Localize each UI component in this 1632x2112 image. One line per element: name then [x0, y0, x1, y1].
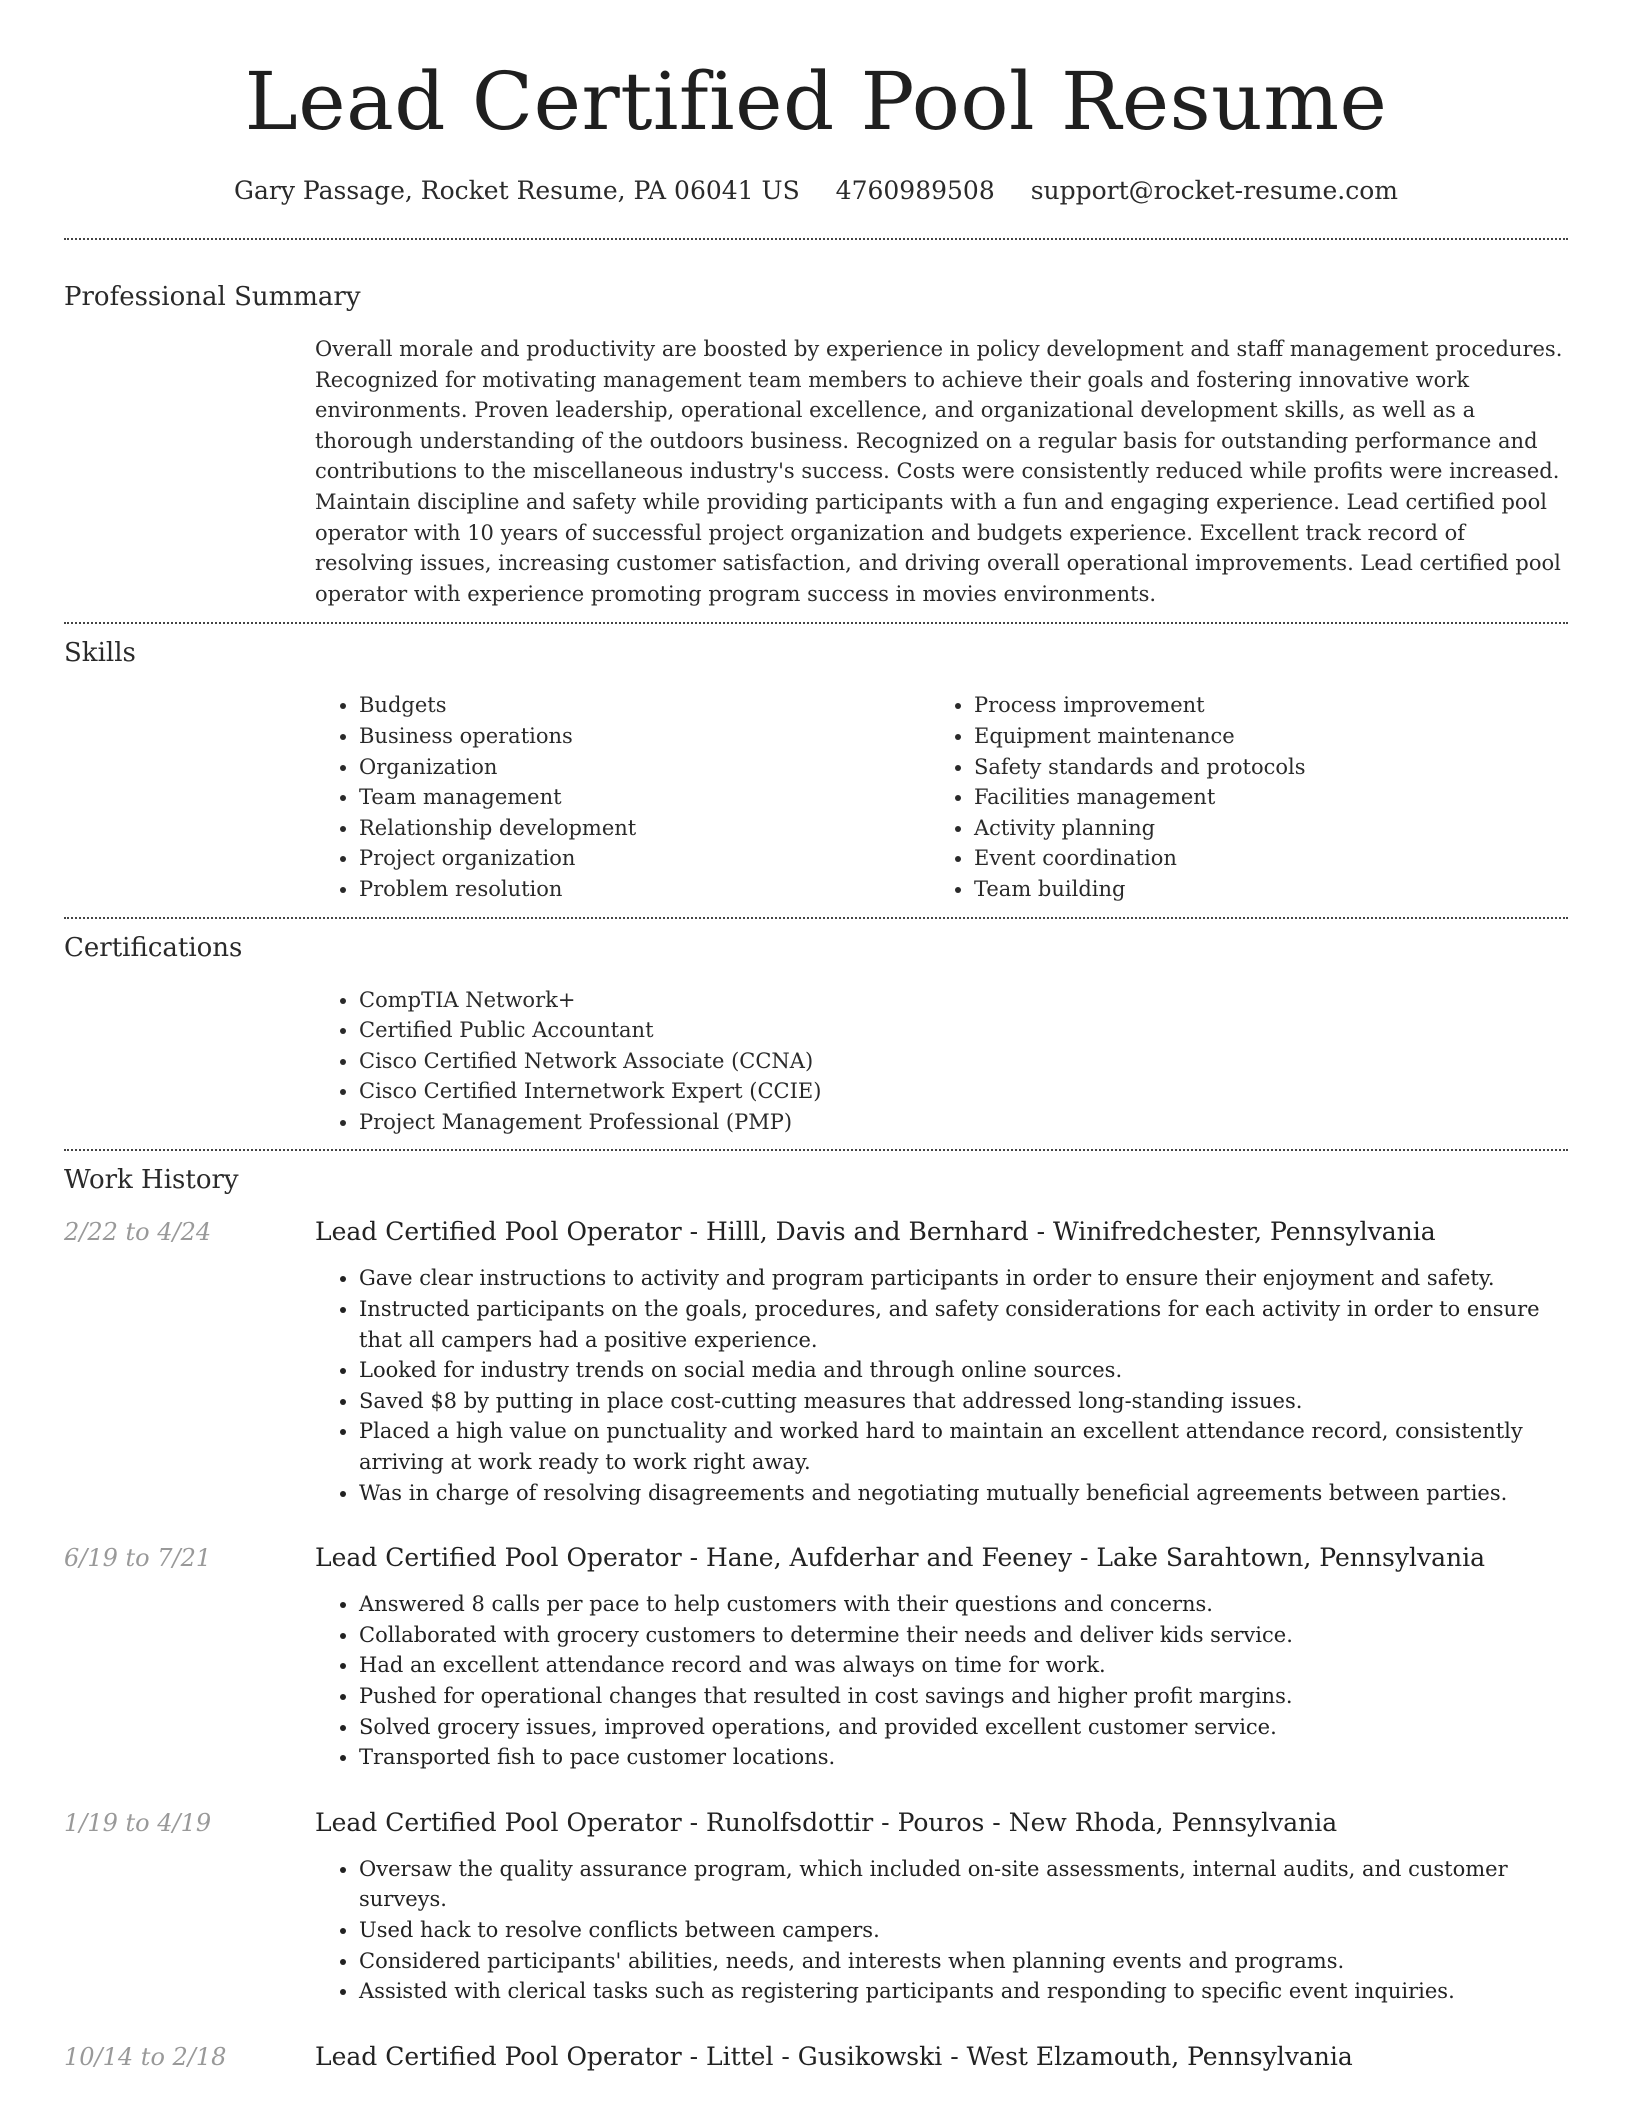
job-bullet: • Transported fish to pace customer locations.: [359, 1742, 1568, 1773]
contact-email: support@rocket-resume.com: [1030, 176, 1398, 205]
certification-item: • Project Management Professional (PMP): [359, 1107, 1568, 1138]
certifications-heading: Certifications: [64, 932, 243, 963]
job-entry: [64, 1541, 1568, 1773]
skills-section: [64, 624, 1568, 916]
resume-page: [64, 0, 1568, 2074]
contact-line: [64, 174, 1568, 208]
skill-item: • Facilities management: [974, 782, 1545, 813]
summary-heading: Professional Summary: [64, 282, 361, 312]
skill-item: • Project organization: [359, 843, 930, 874]
certification-item: • Cisco Certified Network Associate (CCNA): [359, 1046, 1568, 1077]
skill-item: • Process improvement: [974, 690, 1545, 721]
job-bullets: [315, 1589, 1568, 1773]
certification-item: • CompTIA Network+: [359, 985, 1568, 1016]
job-entry: [64, 1215, 1568, 1508]
certification-item: • Certified Public Accountant: [359, 1015, 1568, 1046]
skill-item: • Relationship development: [359, 813, 930, 844]
skills-grid: [315, 690, 1545, 904]
job-entry: [64, 2040, 1568, 2074]
job-bullet: • Answered 8 calls per pace to help customers with their questions and concerns.: [359, 1589, 1568, 1620]
job-bullet: • Oversaw the quality assurance program, which included on-site assessments, internal audits, and customer surveys.: [359, 1854, 1568, 1915]
work-history-heading: Work History: [64, 1165, 239, 1196]
job-bullet: • Looked for industry trends on social media and through online sources.: [359, 1355, 1568, 1386]
skill-item: • Safety standards and protocols: [974, 752, 1545, 783]
job-dates: 10/14 to 2/18: [64, 2042, 227, 2071]
skill-item: • Activity planning: [974, 813, 1545, 844]
summary-text: Overall morale and productivity are boosted by experience in policy development and staff management procedures. Recognized for motivating management team members to achieve their goals and fostering innovative work environments. Proven leadership, operational excellence, and organizational development skills, as well as a thorough understanding of the outdoors business. Recognized on a regular basis for outstanding performance and contributions to the miscellaneous industry's success. Costs were consistently reduced while profits were increased. Maintain discipline and safety while providing participants with a fun and engaging experience. Lead certified pool operator with 10 years of successful project organization and budgets experience. Excellent track record of resolving issues, increasing customer satisfaction, and driving overall operational improvements. Lead certified pool operator with experience promoting program success in movies environments.: [315, 337, 1563, 606]
skill-item: • Budgets: [359, 690, 930, 721]
job-bullet: • Considered participants' abilities, needs, and interests when planning events and programs.: [359, 1946, 1568, 1977]
job-bullet: • Placed a high value on punctuality and worked hard to maintain an excellent attendance record, consistently arriving at work ready to work right away.: [359, 1416, 1568, 1477]
job-bullet: • Assisted with clerical tasks such as registering participants and responding to specific event inquiries.: [359, 1976, 1568, 2007]
job-title: Lead Certified Pool Operator - Littel - Gusikowski - West Elzamouth, Pennsylvania: [315, 2041, 1353, 2071]
resume-title: Lead Certified Pool Resume: [244, 55, 1388, 148]
job-title: Lead Certified Pool Operator - Runolfsdottir - Pouros - New Rhoda, Pennsylvania: [315, 1807, 1338, 1837]
skill-item: • Team building: [974, 874, 1545, 905]
job-bullet: • Was in charge of resolving disagreements and negotiating mutually beneficial agreements between parties.: [359, 1478, 1568, 1509]
certifications-section: [64, 919, 1568, 1150]
job-title: Lead Certified Pool Operator - Hilll, Davis and Bernhard - Winifredchester, Pennsylvania: [315, 1217, 1436, 1247]
job-bullet: • Instructed participants on the goals, procedures, and safety considerations for each activity in order to ensure that all campers had a positive experience.: [359, 1294, 1568, 1355]
skill-item: • Event coordination: [974, 843, 1545, 874]
skills-list-left: [315, 690, 930, 904]
skill-item: • Problem resolution: [359, 874, 930, 905]
contact-phone: 4760989508: [835, 176, 995, 205]
skill-item: • Team management: [359, 782, 930, 813]
skills-list-right: [930, 690, 1545, 904]
job-bullet: • Used hack to resolve conflicts between campers.: [359, 1915, 1568, 1946]
skill-item: • Organization: [359, 752, 930, 783]
job-entry: [64, 1806, 1568, 2007]
work-history-section: [64, 1151, 1568, 2073]
job-bullet: • Pushed for operational changes that resulted in cost savings and higher profit margins.: [359, 1681, 1568, 1712]
job-dates: 2/22 to 4/24: [64, 1218, 212, 1247]
job-dates: 1/19 to 4/19: [64, 1808, 212, 1837]
job-dates: 6/19 to 7/21: [64, 1544, 212, 1573]
certifications-list: [315, 985, 1568, 1138]
skill-item: • Business operations: [359, 721, 930, 752]
skill-item: • Equipment maintenance: [974, 721, 1545, 752]
certification-item: • Cisco Certified Internetwork Expert (CCIE): [359, 1076, 1568, 1107]
contact-address: Gary Passage, Rocket Resume, PA 06041 US: [234, 176, 800, 205]
job-bullet: • Saved $8 by putting in place cost-cutting measures that addressed long-standing issues.: [359, 1386, 1568, 1417]
job-bullet: • Solved grocery issues, improved operations, and provided excellent customer service.: [359, 1712, 1568, 1743]
skills-heading: Skills: [64, 638, 136, 669]
job-bullets: [315, 1263, 1568, 1508]
summary-section: [64, 240, 1568, 622]
job-bullets: [315, 1854, 1568, 2007]
job-bullet: • Gave clear instructions to activity and program participants in order to ensure their enjoyment and safety.: [359, 1263, 1568, 1294]
job-bullet: • Collaborated with grocery customers to determine their needs and deliver kids service.: [359, 1620, 1568, 1651]
job-bullet: • Had an excellent attendance record and was always on time for work.: [359, 1650, 1568, 1681]
job-title: Lead Certified Pool Operator - Hane, Aufderhar and Feeney - Lake Sarahtown, Pennsylvania: [315, 1543, 1485, 1573]
